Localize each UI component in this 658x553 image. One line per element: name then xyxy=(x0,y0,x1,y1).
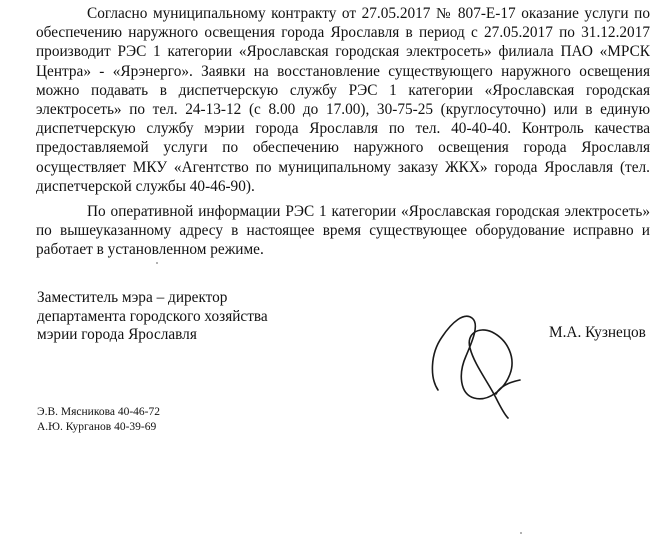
signature-stroke xyxy=(432,316,520,418)
paragraph-line: работает в установленном режиме. xyxy=(36,241,264,259)
handwritten-signature xyxy=(400,282,540,422)
signer-title-line: Заместитель мэра – директор xyxy=(37,289,228,306)
paragraph-line: электросеть» по тел. 24-13-12 (с 8.00 до 17.00), 30-75-25 (круглосуточно) или в единую xyxy=(36,101,650,119)
paragraph-line: Согласно муниципальному контракту от 27.05.2017 № 807-Е-17 оказание услуги по xyxy=(87,5,650,22)
paragraph-line: осуществляет МКУ «Агентство по муниципальному заказу ЖКХ» города Ярославля (тел. xyxy=(36,158,650,176)
scan-speck xyxy=(520,532,522,534)
paragraph-line: диспетчерскую службу мэрии города Ярославля по тел. 40-40-40. Контроль качества xyxy=(36,120,650,138)
signer-name: М.А. Кузнецов xyxy=(549,324,646,341)
letter-paragraph-1 xyxy=(36,4,650,196)
signer-title-block xyxy=(37,289,268,345)
paragraph-line: Центра» - «Ярэнерго». Заявки на восстановление существующего наружного освещения xyxy=(36,62,650,80)
paragraph-line: по вышеуказанному адресу в настоящее время существующее оборудование исправно и xyxy=(36,222,650,240)
paragraph-line: производит РЭС 1 категории «Ярославская городская электросеть» филиала ПАО «МРСК xyxy=(36,43,650,61)
signer-title-line: департамента городского хозяйства xyxy=(37,307,268,325)
scan-speck xyxy=(156,262,158,264)
paragraph-line: По оперативной информации РЭС 1 категории «Ярославская городская электросеть» xyxy=(87,203,650,220)
contact-line: А.Ю. Курганов 40-39-69 xyxy=(37,420,157,433)
letter-paragraph-2 xyxy=(36,202,650,260)
signer-title-line: мэрии города Ярославля xyxy=(37,326,197,343)
contact-line: Э.В. Мясникова 40-46-72 xyxy=(37,406,160,418)
paragraph-line: обеспечению наружного освещения города Ярославля в период с 27.05.2017 по 31.12.2017 xyxy=(36,24,650,42)
paragraph-line: предоставляемой услуги по обеспечению наружного освещения города Ярославля xyxy=(36,139,650,157)
paragraph-line: диспетчерской службы 40-46-90). xyxy=(36,177,255,195)
contacts-block xyxy=(37,405,160,434)
paragraph-line: можно подавать в диспетчерскую службу РЭС 1 категории «Ярославская городская xyxy=(36,81,650,99)
